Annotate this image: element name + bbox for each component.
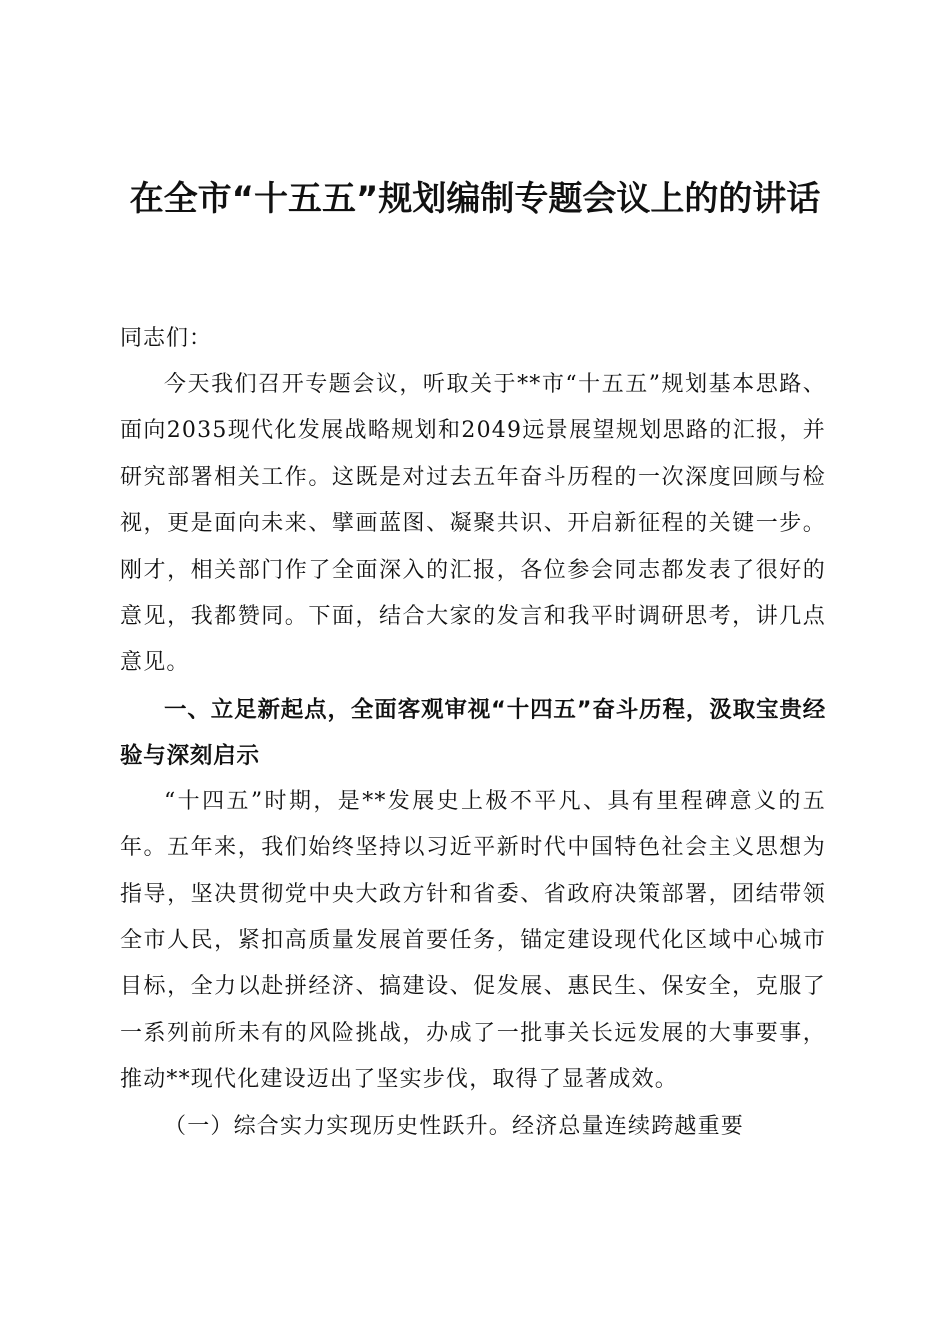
greeting: 同志们： <box>120 326 213 351</box>
paragraph-review: “十四五”时期，是**发展史上极不平凡、具有里程碑意义的五年。五年来，我们始终坚持以习近平新时代中国特色社会主义思想为指导，坚决贯彻党中央大政方针和省委、省政府决策部署，团结带领全市人民，紧扣高质量发展首要任务，锚定建设现代化区域中心城市目标，全力以赴拼经济、搞建设、促发展、惠民生、保安全，克服了一系列前所未有的风险挑战，办成了一批事关长远发展的大事要事，推动**现代化建设迈出了坚实步伐，取得了显著成效。 <box>120 788 826 1093</box>
paragraph-intro: 今天我们召开专题会议，听取关于**市“十五五”规划基本思路、面向2035现代化发展战略规划和2049远景展望规划思路的汇报，并研究部署相关工作。这既是对过去五年奋斗历程的一次深度回顾与检视，更是面向未来、擘画蓝图、凝聚共识、开启新征程的关键一步。刚才，相关部门作了全面深入的汇报，各位参会同志都发表了很好的意见，我都赞同。下面，结合大家的发言和我平时调研思考，讲几点意见。 <box>120 372 826 676</box>
section-heading-1: 一、立足新起点，全面客观审视“十四五”奋斗历程，汲取宝贵经验与深刻启示 <box>120 696 826 769</box>
document-body <box>120 316 826 1150</box>
document-title: 在全市“十五五”规划编制专题会议上的的讲话 <box>129 179 821 219</box>
subsection-heading-1: （一）综合实力实现历史性跃升。经济总量连续跨越重要 <box>164 1113 745 1139</box>
